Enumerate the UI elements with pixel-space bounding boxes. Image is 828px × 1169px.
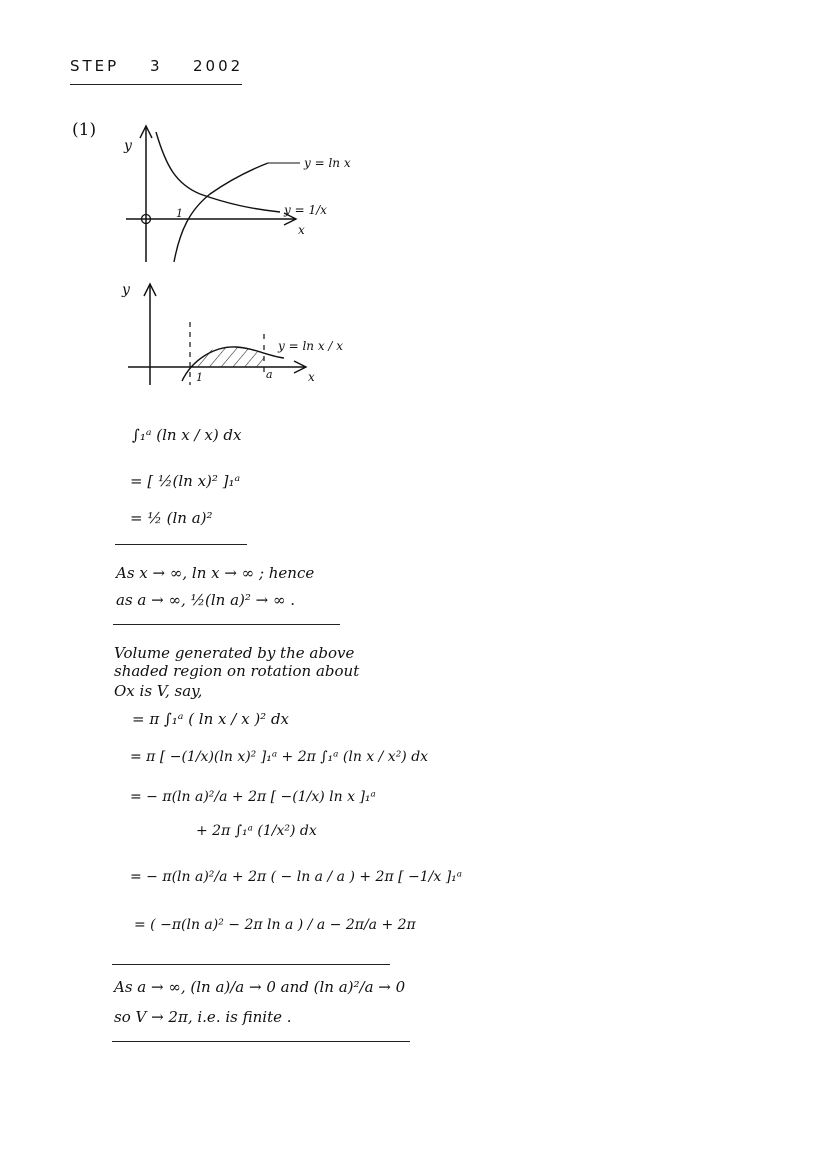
conclusion-line1: As a → ∞, (ln a)/a → 0 and (ln a)²/a → 0: [114, 978, 406, 996]
volume-step3b: + 2π ∫₁ᵃ (1/x²) dx: [196, 823, 317, 839]
graph1-y-label: y: [124, 138, 132, 154]
limit-line1: As x → ∞, ln x → ∞ ; hence: [116, 564, 315, 582]
header-year: 2002: [193, 57, 244, 75]
header-exam: STEP: [70, 57, 120, 75]
volume-intro1: Volume generated by the above: [114, 644, 355, 662]
graph2-tick-1: 1: [196, 371, 203, 384]
question-number: (1): [72, 120, 97, 140]
volume-step2: = π [ −(1/x)(ln x)² ]₁ᵃ + 2π ∫₁ᵃ (ln x / x²) dx: [130, 749, 429, 765]
conclusion-line2: so V → 2π, i.e. is finite .: [114, 1008, 292, 1026]
integral-line1: ∫₁ᵃ (ln x / x) dx: [132, 426, 242, 444]
integral-line3: = ½ (ln a)²: [130, 509, 213, 527]
volume-step4: = − π(ln a)²/a + 2π ( − ln a / a ) + 2π [ −1/x ]₁ᵃ: [130, 869, 463, 885]
graph2-y-label: y: [122, 282, 130, 298]
integral-line2: = [ ½(ln x)² ]₁ᵃ: [130, 472, 241, 490]
volume-rule: [112, 964, 390, 965]
volume-step1: = π ∫₁ᵃ ( ln x / x )² dx: [132, 710, 290, 728]
graph1: [123, 126, 351, 262]
volume-intro3: Ox is V, say,: [114, 682, 203, 700]
graph2-curve-label: y = ln x / x: [278, 339, 344, 353]
limit-rule: [113, 624, 340, 625]
graph1-tick-label: 1: [176, 207, 183, 220]
volume-step3a: = − π(ln a)²/a + 2π [ −(1/x) ln x ]₁ᵃ: [130, 789, 376, 805]
graph2: [121, 282, 343, 385]
graph1-curve-recip: [156, 132, 280, 212]
volume-step5: = ( −π(ln a)² − 2π ln a ) / a − 2π/a + 2π: [134, 917, 416, 933]
graph1-ln-label: y = ln x: [304, 156, 351, 170]
graph1-curve-ln: [174, 163, 268, 262]
integral-rule: [115, 544, 247, 545]
conclusion-rule: [112, 1041, 410, 1042]
graph2-tick-a: a: [266, 368, 273, 381]
limit-line2: as a → ∞, ½(ln a)² → ∞ .: [116, 591, 296, 609]
graph1-x-label: x: [298, 223, 305, 237]
graph2-x-label: x: [308, 370, 315, 384]
graph1-recip-label: y = 1/x: [284, 203, 327, 217]
header-paper: 3: [150, 57, 163, 75]
volume-intro2: shaded region on rotation about: [114, 662, 360, 680]
